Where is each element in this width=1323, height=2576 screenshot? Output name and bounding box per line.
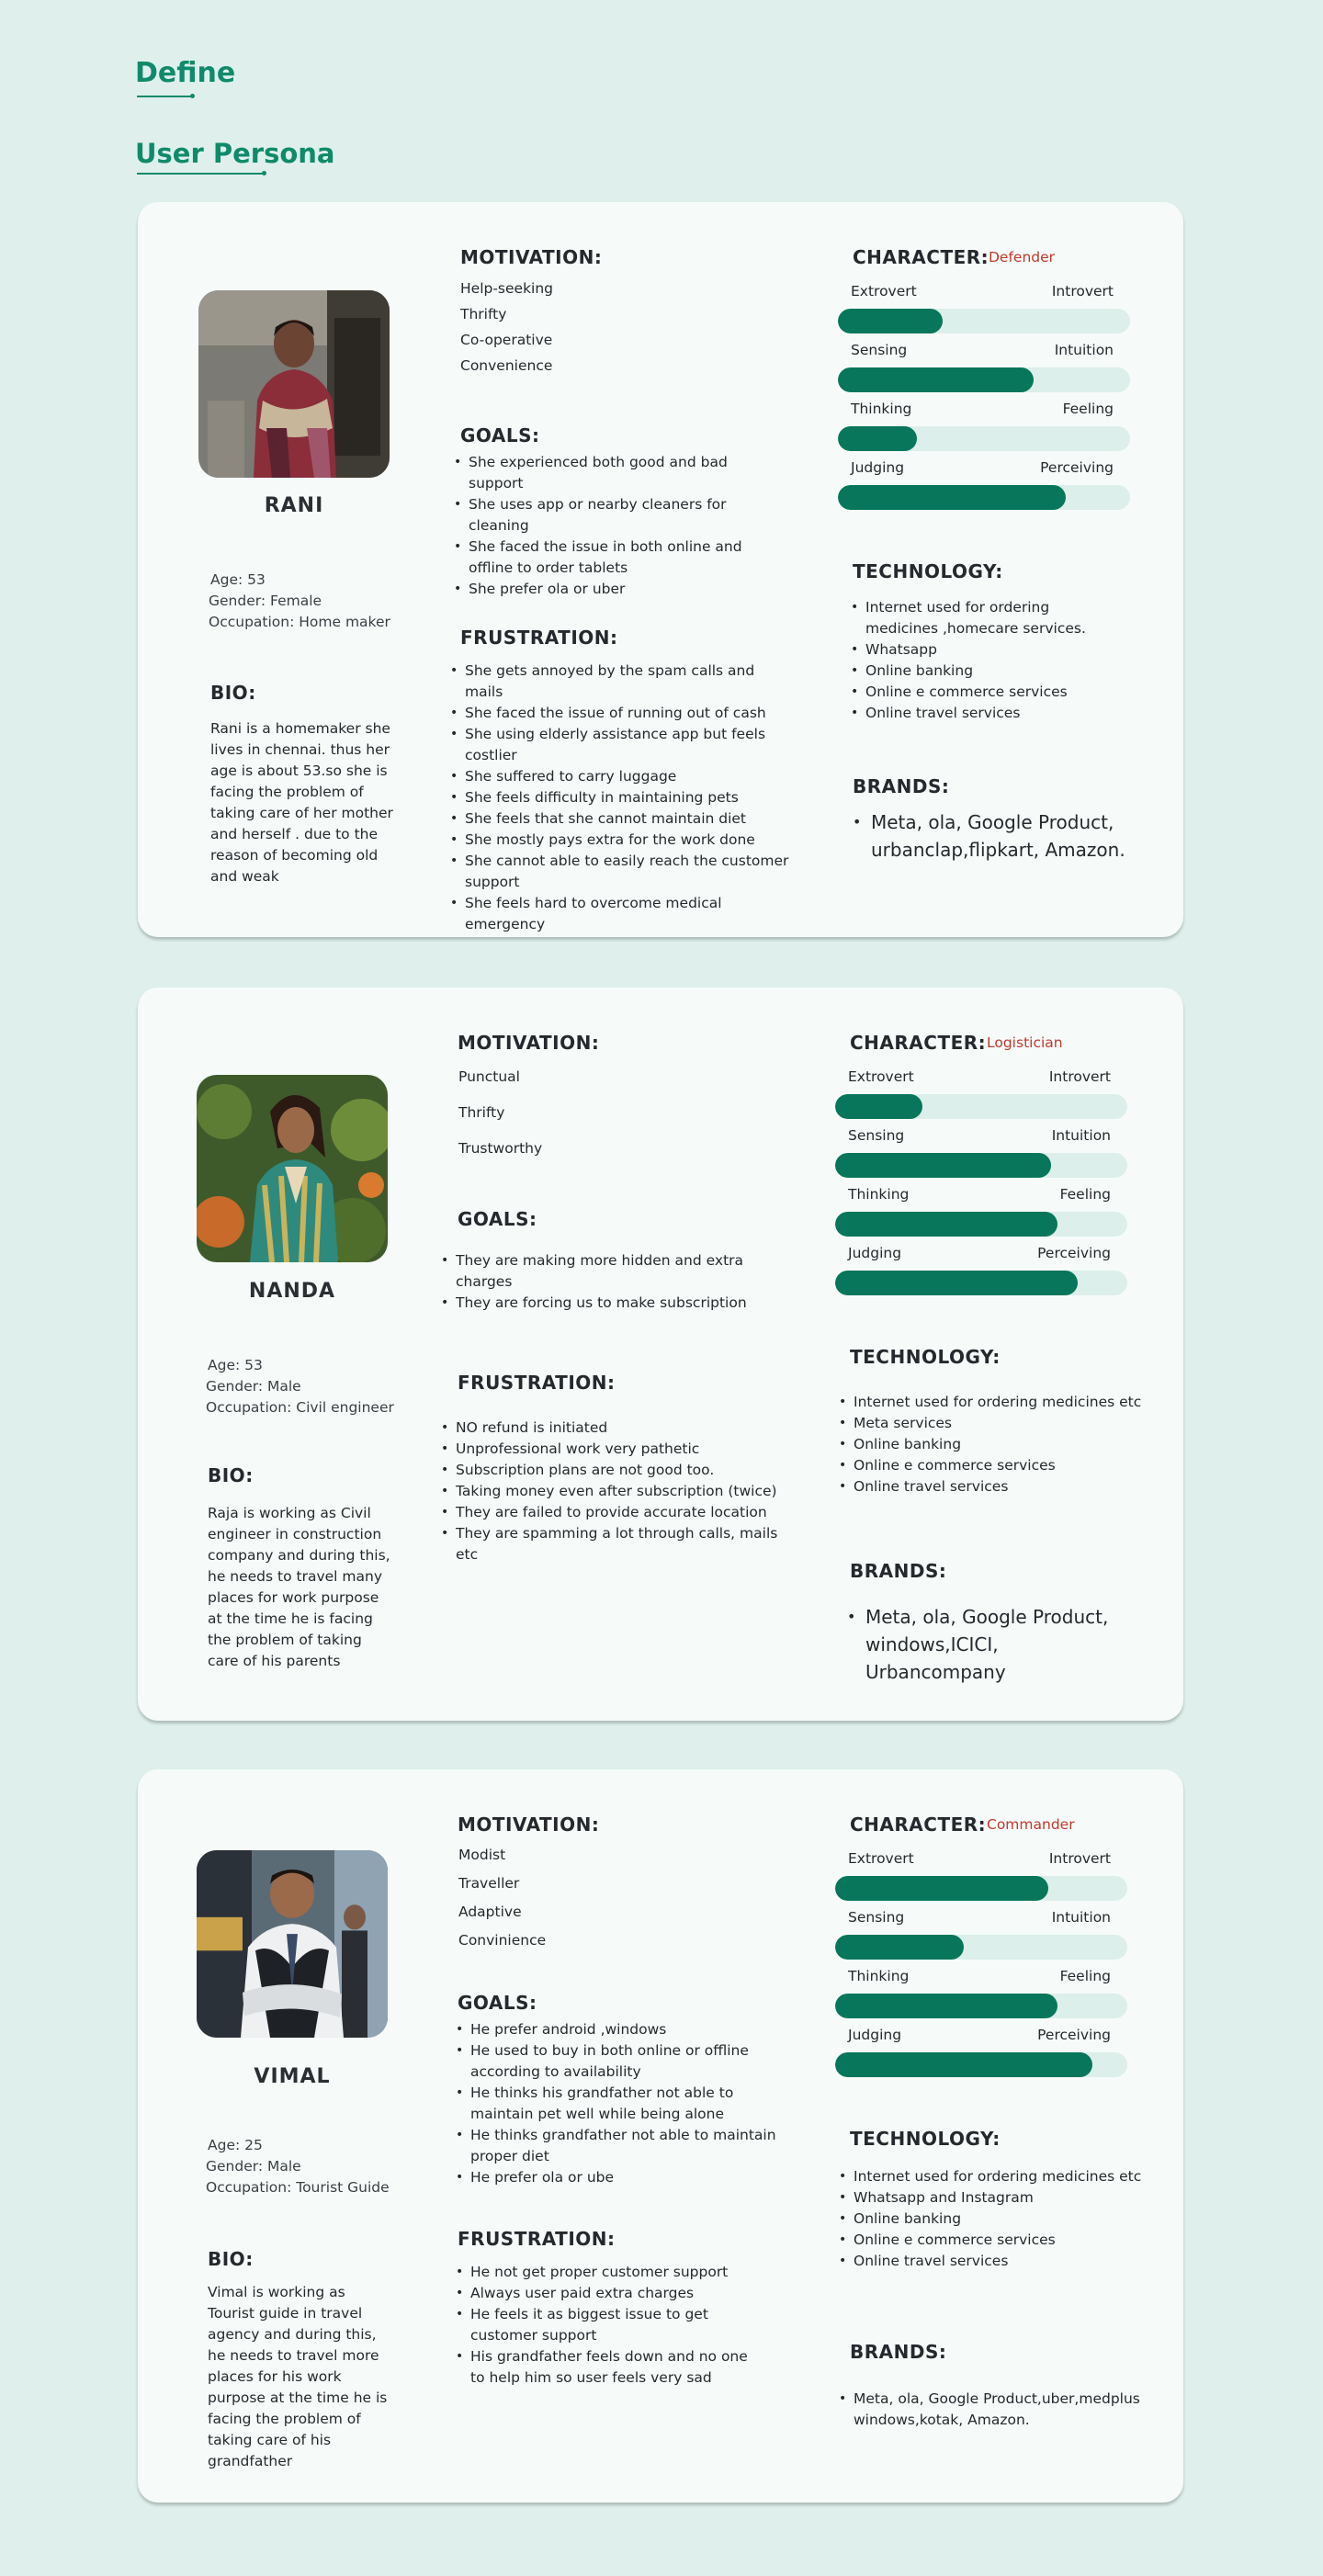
motivation-list xyxy=(458,1059,542,1167)
goal-item: • He prefer ola or ube xyxy=(456,2167,777,2188)
trait-track xyxy=(835,1876,1127,1901)
frustration-item: • She mostly pays extra for the work done xyxy=(450,830,790,851)
avatar xyxy=(197,1075,388,1262)
goals-heading: GOALS: xyxy=(458,1992,537,2014)
motivation-item: Modist xyxy=(458,1847,506,1863)
motivation-list xyxy=(460,276,553,378)
frustration-list xyxy=(456,2262,759,2389)
title-underline xyxy=(137,96,192,97)
trait-right-label: Intuition xyxy=(1051,1909,1111,1926)
technology-item: • Online banking xyxy=(839,1434,1151,1455)
frustration-item: • Always user paid extra charges xyxy=(456,2283,759,2304)
brands-list xyxy=(853,808,1128,864)
frustration-item: • She faced the issue of running out of cash xyxy=(450,703,790,724)
brands-list xyxy=(847,1603,1132,1686)
frustration-heading: FRUSTRATION: xyxy=(458,2228,616,2250)
subtitle-underline xyxy=(137,173,264,175)
technology-list xyxy=(839,2166,1151,2272)
brands-item: • Meta, ola, Google Product, urbanclap,flipkart, Amazon. xyxy=(853,808,1128,864)
technology-heading: TECHNOLOGY: xyxy=(850,1346,1001,1368)
trait-fill xyxy=(835,2052,1092,2077)
motivation-item: Convenience xyxy=(460,357,553,374)
persona-gender: Gender: Male xyxy=(206,2158,301,2175)
frustration-item: • She suffered to carry luggage xyxy=(450,766,790,787)
technology-item: • Online travel services xyxy=(839,2251,1151,2272)
persona-name: NANDA xyxy=(248,1280,336,1303)
goal-item: • She experienced both good and bad support xyxy=(454,452,775,494)
motivation-item: Traveller xyxy=(458,1875,520,1892)
trait-sensing-intuition xyxy=(835,1127,1127,1186)
persona-photo-nanda xyxy=(197,1075,388,1262)
goals-list xyxy=(456,2019,777,2188)
brands-item: • Meta, ola, Google Product, windows,ICICI, Urbancompany xyxy=(847,1603,1132,1686)
goals-list xyxy=(441,1250,790,1314)
trait-fill xyxy=(835,1153,1051,1178)
trait-right-label: Feeling xyxy=(1059,1968,1111,1984)
technology-item: • Internet used for ordering medicines etc xyxy=(839,2166,1151,2187)
trait-thinking-feeling xyxy=(835,1968,1127,2027)
brands-heading: BRANDS: xyxy=(853,775,950,797)
character-heading: CHARACTER: xyxy=(850,1032,987,1054)
motivation-list xyxy=(458,1841,546,1955)
persona-gender: Gender: Female xyxy=(209,593,322,609)
avatar xyxy=(197,1850,388,2038)
motivation-item: Thrifty xyxy=(458,1104,505,1121)
frustration-heading: FRUSTRATION: xyxy=(458,1372,616,1394)
character-heading: CHARACTER: xyxy=(850,1813,987,1836)
technology-item: • Online travel services xyxy=(851,703,1126,724)
trait-left-label: Sensing xyxy=(848,1127,905,1144)
trait-track xyxy=(838,367,1130,392)
technology-heading: TECHNOLOGY: xyxy=(853,560,1003,582)
trait-track xyxy=(835,1935,1127,1960)
bio-text: Raja is working as Civil engineer in construction company and during this, he needs to travel many places for work purpose at the time he is facing the problem of taking care of his parents xyxy=(208,1505,390,1669)
frustration-list xyxy=(450,661,790,935)
brands-heading: BRANDS: xyxy=(850,2341,947,2363)
technology-item: • Internet used for ordering medicines ,homecare services. xyxy=(851,597,1126,639)
goals-heading: GOALS: xyxy=(460,424,540,446)
brands-list xyxy=(839,2389,1151,2431)
trait-fill xyxy=(835,1876,1048,1901)
technology-item: • Whatsapp and Instagram xyxy=(839,2187,1151,2209)
character-type: Commander xyxy=(987,1816,1075,1833)
bio-text: Vimal is working as Tourist guide in travel agency and during this, he needs to travel more places for his work purpose at the time he is facing the problem of taking care of his grandfather xyxy=(208,2284,388,2469)
trait-right-label: Intuition xyxy=(1054,342,1114,358)
persona-demographics xyxy=(209,570,390,633)
goal-item: • He thinks grandfather not able to maintain proper diet xyxy=(456,2125,777,2167)
goal-item: • He prefer android ,windows xyxy=(456,2019,777,2040)
motivation-heading: MOTIVATION: xyxy=(458,1032,600,1054)
frustration-item: • She feels that she cannot maintain diet xyxy=(450,808,790,830)
motivation-item: Trustworthy xyxy=(458,1140,543,1157)
trait-track xyxy=(835,1153,1127,1178)
persona-card-vimal xyxy=(138,1769,1183,2503)
trait-judging-perceiving xyxy=(835,1245,1127,1304)
technology-item: • Online banking xyxy=(839,2209,1151,2230)
trait-right-label: Introvert xyxy=(1051,283,1114,299)
motivation-item: Punctual xyxy=(458,1068,520,1085)
trait-sensing-intuition xyxy=(835,1909,1127,1968)
frustration-item: • They are spamming a lot through calls, mails etc xyxy=(441,1523,781,1565)
trait-extrovert-introvert xyxy=(835,1850,1127,1909)
trait-right-label: Feeling xyxy=(1059,1186,1111,1203)
technology-item: • Internet used for ordering medicines etc xyxy=(839,1392,1151,1413)
persona-occupation: Occupation: Home maker xyxy=(209,614,390,630)
trait-track xyxy=(835,1994,1127,2018)
trait-left-label: Judging xyxy=(848,2027,902,2043)
technology-item: • Meta services xyxy=(839,1413,1151,1434)
trait-left-label: Thinking xyxy=(848,1968,910,1984)
trait-left-label: Extrovert xyxy=(851,283,917,299)
trait-fill xyxy=(838,367,1034,392)
technology-item: • Online banking xyxy=(851,661,1126,682)
brands-item: • Meta, ola, Google Product,uber,medplus windows,kotak, Amazon. xyxy=(839,2389,1151,2431)
frustration-list xyxy=(441,1418,781,1565)
persona-occupation: Occupation: Tourist Guide xyxy=(206,2179,390,2196)
trait-track xyxy=(838,485,1130,510)
trait-fill xyxy=(838,309,943,333)
persona-card-rani xyxy=(138,202,1183,937)
trait-left-label: Thinking xyxy=(848,1186,910,1203)
persona-demographics xyxy=(206,2135,390,2198)
title-underline-dot xyxy=(190,94,195,98)
bio-heading: BIO: xyxy=(210,682,256,704)
page-title-text: Define xyxy=(135,57,236,89)
trait-left-label: Thinking xyxy=(851,401,912,417)
bio-heading: BIO: xyxy=(208,1464,254,1486)
avatar xyxy=(198,290,390,478)
character-type: Logistician xyxy=(987,1034,1063,1051)
frustration-item: • She cannot able to easily reach the customer support xyxy=(450,851,790,893)
goal-item: • He thinks his grandfather not able to maintain pet well while being alone xyxy=(456,2083,777,2125)
goal-item: • She prefer ola or uber xyxy=(454,579,775,600)
goals-heading: GOALS: xyxy=(458,1208,537,1230)
trait-track xyxy=(835,1094,1127,1119)
trait-fill xyxy=(835,1212,1057,1237)
technology-item: • Online e commerce services xyxy=(839,2230,1151,2251)
trait-right-label: Perceiving xyxy=(1037,2027,1111,2043)
trait-right-label: Perceiving xyxy=(1040,459,1114,476)
persona-photo-rani xyxy=(198,290,390,478)
character-heading: CHARACTER: xyxy=(853,246,989,268)
trait-sensing-intuition xyxy=(838,342,1130,401)
trait-right-label: Introvert xyxy=(1048,1068,1111,1085)
technology-heading: TECHNOLOGY: xyxy=(850,2128,1001,2150)
frustration-item: • Taking money even after subscription (twice) xyxy=(441,1481,781,1502)
frustration-item: • NO refund is initiated xyxy=(441,1418,781,1439)
trait-fill xyxy=(835,1994,1057,2018)
trait-track xyxy=(835,2052,1127,2077)
trait-thinking-feeling xyxy=(838,401,1130,459)
frustration-item: • She feels hard to overcome medical emergency xyxy=(450,893,790,935)
goal-item: • She faced the issue in both online and offline to order tablets xyxy=(454,537,775,579)
trait-track xyxy=(835,1271,1127,1295)
frustration-item: • She feels difficulty in maintaining pets xyxy=(450,787,790,808)
persona-photo-vimal xyxy=(197,1850,388,2038)
frustration-item: • Subscription plans are not good too. xyxy=(441,1460,781,1481)
section-subtitle xyxy=(135,138,335,169)
motivation-item: Thrifty xyxy=(460,306,507,322)
motivation-item: Convinience xyxy=(458,1932,547,1949)
frustration-item: • Unprofessional work very pathetic xyxy=(441,1439,781,1460)
persona-age: Age: 53 xyxy=(210,571,266,588)
technology-item: • Online e commerce services xyxy=(839,1455,1151,1476)
trait-right-label: Introvert xyxy=(1048,1850,1111,1867)
trait-left-label: Extrovert xyxy=(848,1850,914,1867)
page-title xyxy=(135,57,235,89)
trait-judging-perceiving xyxy=(838,459,1130,518)
trait-extrovert-introvert xyxy=(835,1068,1127,1127)
persona-age: Age: 53 xyxy=(208,1357,263,1373)
trait-fill xyxy=(835,1935,964,1960)
trait-fill xyxy=(838,426,917,451)
trait-left-label: Judging xyxy=(851,459,905,476)
character-type: Defender xyxy=(989,249,1056,266)
motivation-item: Adaptive xyxy=(458,1904,522,1920)
motivation-heading: MOTIVATION: xyxy=(458,1813,600,1836)
technology-list xyxy=(851,597,1126,724)
motivation-item: Help-seeking xyxy=(460,280,554,297)
frustration-heading: FRUSTRATION: xyxy=(460,627,618,649)
frustration-item: • His grandfather feels down and no one to help him so user feels very sad xyxy=(456,2346,759,2389)
trait-thinking-feeling xyxy=(835,1186,1127,1245)
frustration-item: • She using elderly assistance app but feels costlier xyxy=(450,724,790,766)
trait-track xyxy=(838,426,1130,451)
frustration-item: • She gets annoyed by the spam calls and mails xyxy=(450,661,790,703)
trait-left-label: Extrovert xyxy=(848,1068,914,1085)
persona-name: VIMAL xyxy=(254,2065,331,2088)
persona-gender: Gender: Male xyxy=(206,1378,301,1395)
trait-left-label: Sensing xyxy=(848,1909,905,1926)
goals-list xyxy=(454,452,775,600)
trait-track xyxy=(838,309,1130,333)
persona-occupation: Occupation: Civil engineer xyxy=(206,1399,394,1416)
goal-item: • He used to buy in both online or offline according to availability xyxy=(456,2040,777,2083)
technology-list xyxy=(839,1392,1151,1497)
trait-left-label: Judging xyxy=(848,1245,902,1261)
section-subtitle-text: User Persona xyxy=(135,138,335,169)
trait-extrovert-introvert xyxy=(838,283,1130,342)
goal-item: • They are forcing us to make subscription xyxy=(441,1293,790,1314)
goal-item: • She uses app or nearby cleaners for cleaning xyxy=(454,494,775,537)
frustration-item: • They are failed to provide accurate location xyxy=(441,1502,781,1523)
trait-fill xyxy=(835,1094,922,1119)
trait-fill xyxy=(838,485,1066,510)
persona-card-nanda xyxy=(138,988,1183,1721)
subtitle-underline-dot xyxy=(262,171,266,175)
trait-right-label: Intuition xyxy=(1051,1127,1111,1144)
trait-fill xyxy=(835,1271,1078,1295)
persona-demographics xyxy=(206,1355,394,1418)
brands-heading: BRANDS: xyxy=(850,1560,947,1582)
motivation-heading: MOTIVATION: xyxy=(460,246,603,268)
bio-heading: BIO: xyxy=(208,2248,254,2270)
trait-judging-perceiving xyxy=(835,2027,1127,2085)
technology-item: • Online travel services xyxy=(839,1476,1151,1497)
frustration-item: • He not get proper customer support xyxy=(456,2262,759,2283)
goal-item: • They are making more hidden and extra charges xyxy=(441,1250,790,1293)
trait-right-label: Feeling xyxy=(1062,401,1114,417)
trait-right-label: Perceiving xyxy=(1037,1245,1111,1261)
technology-item: • Online e commerce services xyxy=(851,682,1126,703)
technology-item: • Whatsapp xyxy=(851,639,1126,661)
persona-name: RANI xyxy=(264,494,324,517)
bio-text: Rani is a homemaker she lives in chennai. thus her age is about 53.so she is facing the problem of taking care of her mother and herself . due to the reason of becoming old and weak xyxy=(210,720,393,885)
trait-left-label: Sensing xyxy=(851,342,908,358)
trait-track xyxy=(835,1212,1127,1237)
persona-age: Age: 25 xyxy=(208,2137,263,2153)
motivation-item: Co-operative xyxy=(460,332,553,348)
frustration-item: • He feels it as biggest issue to get customer support xyxy=(456,2304,759,2346)
